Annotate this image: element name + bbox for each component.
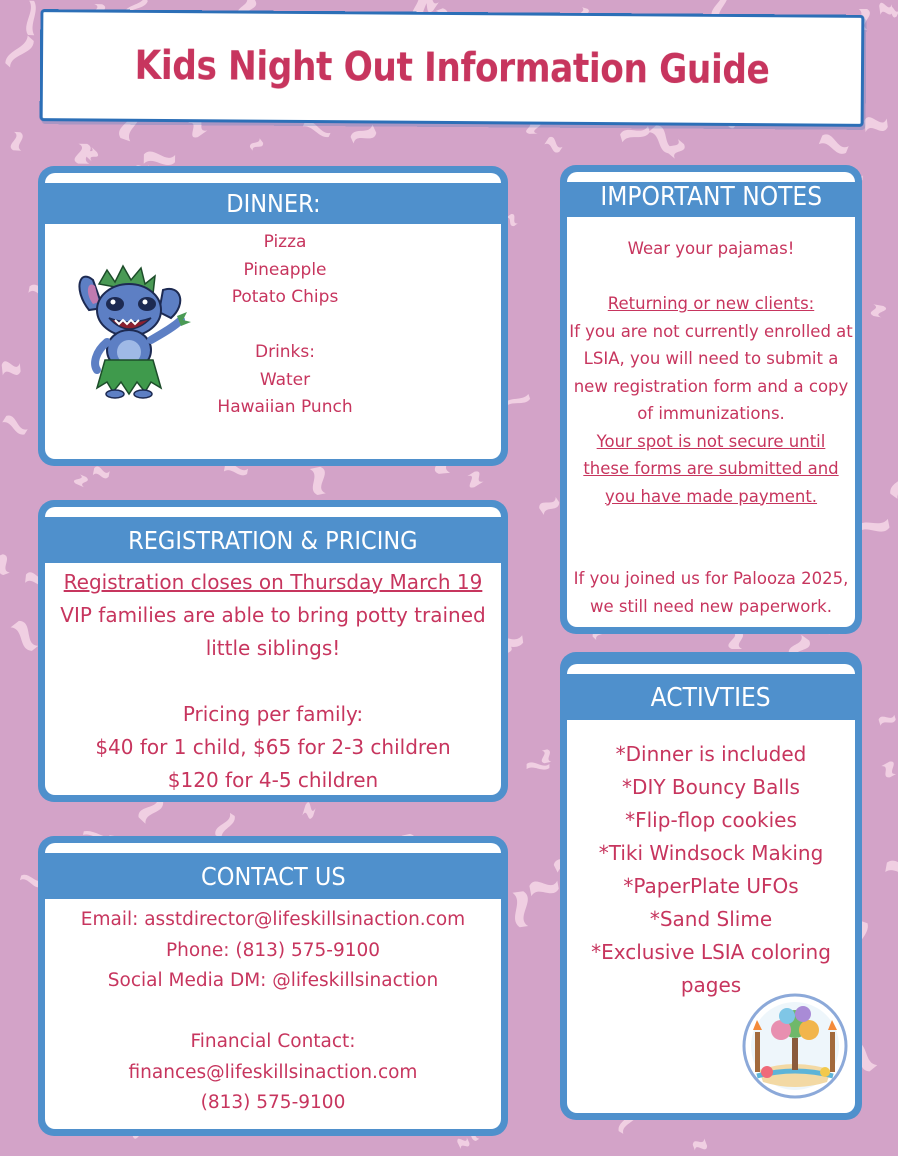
returning-clients-heading: Returning or new clients: bbox=[607, 294, 815, 313]
dinner-header: DINNER: bbox=[225, 189, 321, 218]
financial-contact-label: Financial Contact: bbox=[190, 1031, 356, 1052]
lsia-tree-logo-icon bbox=[741, 992, 849, 1100]
activity-item: *Tiki Windsock Making bbox=[598, 841, 824, 865]
activity-item-cont: pages bbox=[680, 973, 742, 997]
price-line: $40 for 1 child, $65 for 2-3 children bbox=[95, 735, 451, 759]
activities-header: ACTIVTIES bbox=[651, 683, 771, 713]
price-line: $120 for 4-5 children bbox=[167, 768, 379, 792]
palooza-note: If you joined us for Palooza 2025, we still need new paperwork. bbox=[573, 569, 849, 616]
title-banner bbox=[40, 9, 865, 127]
menu-item: Hawaiian Punch bbox=[217, 397, 353, 417]
notes-body bbox=[567, 217, 855, 627]
contact-email[interactable]: Email: asstdirector@lifeskillsinaction.com bbox=[80, 909, 466, 930]
activities-card bbox=[560, 652, 862, 1120]
drinks-label: Drinks: bbox=[254, 342, 315, 362]
dinner-card bbox=[38, 166, 508, 466]
page-title: Kids Night Out Information Guide bbox=[134, 42, 770, 94]
contact-card bbox=[38, 836, 508, 1136]
secure-spot-note: Your spot is not secure until these forms are submitted and you have made payment. bbox=[583, 431, 839, 506]
pajamas-note: Wear your pajamas! bbox=[627, 239, 795, 258]
activity-item: *Exclusive LSIA coloring bbox=[591, 940, 831, 964]
menu-spacer bbox=[190, 312, 380, 340]
menu-item: Pizza bbox=[263, 232, 307, 252]
registration-deadline: Registration closes on Thursday March 19 bbox=[63, 570, 483, 594]
vip-note-cont: little siblings! bbox=[205, 636, 341, 660]
financial-phone[interactable]: (813) 575-9100 bbox=[200, 1092, 346, 1113]
stitch-hula-icon bbox=[71, 260, 196, 400]
activity-item: *Flip-flop cookies bbox=[625, 808, 797, 832]
menu-item: Potato Chips bbox=[231, 287, 339, 307]
contact-header: CONTACT US bbox=[200, 862, 346, 891]
contact-social[interactable]: Social Media DM: @lifeskillsinaction bbox=[107, 970, 439, 991]
notes-header: IMPORTANT NOTES bbox=[600, 182, 822, 212]
activity-item: *Sand Slime bbox=[649, 907, 773, 931]
enrollment-note: If you are not currently enrolled at LSIA, you will need to submit a new registration form and a copy of immunizations. bbox=[569, 321, 853, 423]
important-notes-card bbox=[560, 165, 862, 634]
registration-header: REGISTRATION & PRICING bbox=[128, 526, 418, 555]
vip-note: VIP families are able to bring potty trained bbox=[60, 603, 486, 627]
menu-item: Water bbox=[259, 369, 311, 390]
financial-email[interactable]: finances@lifeskillsinaction.com bbox=[128, 1061, 418, 1083]
contact-body bbox=[45, 899, 501, 1129]
activity-item: *DIY Bouncy Balls bbox=[622, 775, 800, 799]
pricing-label: Pricing per family: bbox=[182, 702, 364, 726]
contact-phone[interactable]: Phone: (813) 575-9100 bbox=[165, 939, 381, 961]
activity-item: *Dinner is included bbox=[615, 742, 807, 766]
dinner-body bbox=[45, 224, 501, 459]
activities-body bbox=[567, 720, 855, 1113]
dinner-menu bbox=[190, 229, 380, 422]
registration-body bbox=[45, 563, 501, 795]
menu-item: Pineapple bbox=[243, 259, 327, 280]
registration-pricing-card bbox=[38, 500, 508, 802]
activity-item: *PaperPlate UFOs bbox=[623, 874, 799, 898]
